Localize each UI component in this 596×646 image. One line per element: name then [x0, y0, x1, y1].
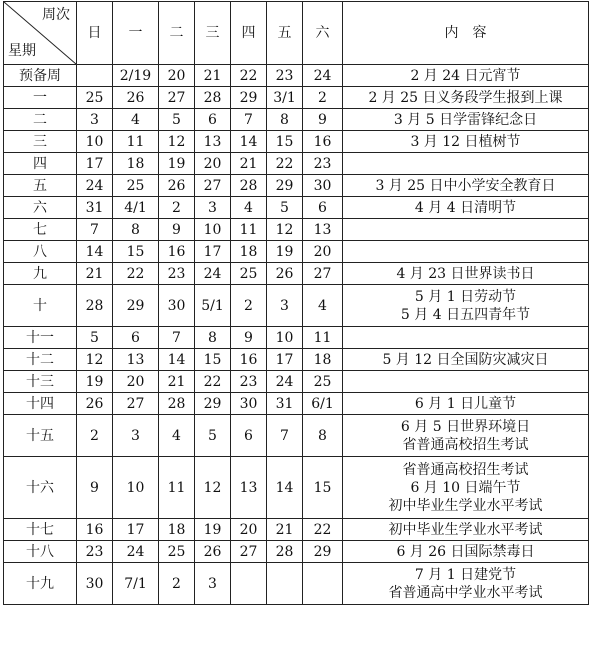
date-cell: 22: [267, 153, 303, 175]
date-cell: 2: [159, 197, 195, 219]
date-cell: 30: [77, 563, 113, 605]
date-cell: 5: [195, 415, 231, 457]
week-label: 十三: [4, 371, 77, 393]
week-row: [4, 393, 589, 415]
date-cell: 20: [113, 371, 159, 393]
date-cell: 5: [159, 109, 195, 131]
date-cell: 23: [159, 263, 195, 285]
date-cell: 9: [159, 219, 195, 241]
event-content-cell: [343, 457, 589, 519]
date-cell: 26: [77, 393, 113, 415]
date-cell: 28: [77, 285, 113, 327]
date-cell: 29: [195, 393, 231, 415]
date-cell: 5/1: [195, 285, 231, 327]
date-cell: 2/19: [113, 65, 159, 87]
date-cell: 6: [303, 197, 343, 219]
date-cell: 12: [267, 219, 303, 241]
day-header-wed: 三: [195, 2, 231, 65]
week-label: 十二: [4, 349, 77, 371]
date-cell: 22: [231, 65, 267, 87]
date-cell: 7/1: [113, 563, 159, 605]
date-cell: 2: [159, 563, 195, 605]
week-row: [4, 153, 589, 175]
date-cell: 18: [113, 153, 159, 175]
date-cell: 21: [195, 65, 231, 87]
event-content-cell: [343, 241, 589, 263]
date-cell: 24: [303, 65, 343, 87]
date-cell: [231, 563, 267, 605]
date-cell: 19: [195, 519, 231, 541]
event-text: 初中毕业生学业水平考试: [388, 497, 543, 514]
date-cell: 5: [267, 197, 303, 219]
week-label: 十五: [4, 415, 77, 457]
event-text: 初中毕业生学业水平考试: [388, 521, 543, 538]
date-cell: 22: [303, 519, 343, 541]
date-cell: 4: [231, 197, 267, 219]
date-cell: 17: [195, 241, 231, 263]
date-cell: 23: [303, 153, 343, 175]
event-text: 7 月 1 日建党节: [414, 566, 517, 583]
week-row: [4, 457, 589, 519]
week-row: [4, 87, 589, 109]
date-cell: 25: [231, 263, 267, 285]
date-cell: 2: [303, 87, 343, 109]
date-cell: 17: [77, 153, 113, 175]
week-row: [4, 197, 589, 219]
date-cell: 11: [231, 219, 267, 241]
event-content-cell: [343, 393, 589, 415]
date-cell: 28: [195, 87, 231, 109]
date-cell: 12: [195, 457, 231, 519]
week-label: 四: [4, 153, 77, 175]
date-cell: 29: [231, 87, 267, 109]
event-text: 4 月 23 日世界读书日: [396, 265, 535, 282]
day-header-mon: 一: [113, 2, 159, 65]
date-cell: 28: [159, 393, 195, 415]
week-row: [4, 541, 589, 563]
week-label: 六: [4, 197, 77, 219]
date-cell: 3: [113, 415, 159, 457]
date-cell: 9: [303, 109, 343, 131]
event-text: 2 月 24 日元宵节: [410, 67, 521, 84]
event-content-cell: [343, 153, 589, 175]
event-text: 5 月 12 日全国防灾减灾日: [382, 351, 549, 368]
date-cell: 20: [303, 241, 343, 263]
date-cell: 17: [113, 519, 159, 541]
date-cell: 3: [267, 285, 303, 327]
date-cell: 19: [267, 241, 303, 263]
date-cell: 18: [159, 519, 195, 541]
week-label: 五: [4, 175, 77, 197]
date-cell: 12: [159, 131, 195, 153]
event-text: 6 月 5 日世界环境日: [400, 418, 531, 435]
date-cell: 7: [231, 109, 267, 131]
weekday-label: 星期: [8, 43, 36, 59]
calendar-body: [4, 65, 589, 605]
date-cell: 8: [195, 327, 231, 349]
date-cell: 3: [77, 109, 113, 131]
date-cell: 25: [303, 371, 343, 393]
date-cell: 22: [113, 263, 159, 285]
week-label: 十九: [4, 563, 77, 605]
week-row: [4, 285, 589, 327]
event-text: 6 月 1 日儿童节: [414, 395, 517, 412]
date-cell: 11: [303, 327, 343, 349]
date-cell: 5: [77, 327, 113, 349]
event-content-cell: [343, 349, 589, 371]
date-cell: 23: [77, 541, 113, 563]
date-cell: 17: [267, 349, 303, 371]
date-cell: 26: [113, 87, 159, 109]
date-cell: 15: [267, 131, 303, 153]
week-row: [4, 65, 589, 87]
week-label: 十: [4, 285, 77, 327]
date-cell: 26: [195, 541, 231, 563]
date-cell: 29: [267, 175, 303, 197]
week-row: [4, 415, 589, 457]
date-cell: 19: [77, 371, 113, 393]
header-row: [4, 2, 589, 65]
week-row: [4, 241, 589, 263]
date-cell: 27: [113, 393, 159, 415]
date-cell: 18: [303, 349, 343, 371]
event-content-cell: [343, 415, 589, 457]
date-cell: 16: [159, 241, 195, 263]
event-content-cell: [343, 65, 589, 87]
date-cell: 21: [267, 519, 303, 541]
date-cell: 13: [195, 131, 231, 153]
date-cell: 7: [267, 415, 303, 457]
week-row: [4, 519, 589, 541]
event-content-cell: [343, 109, 589, 131]
date-cell: 10: [77, 131, 113, 153]
date-cell: 16: [231, 349, 267, 371]
date-cell: 16: [303, 131, 343, 153]
date-cell: 4: [303, 285, 343, 327]
date-cell: 4: [113, 109, 159, 131]
date-cell: 11: [159, 457, 195, 519]
date-cell: 29: [113, 285, 159, 327]
week-label: 预备周: [4, 65, 77, 87]
date-cell: 9: [77, 457, 113, 519]
date-cell: 2: [231, 285, 267, 327]
week-row: [4, 563, 589, 605]
school-calendar-table: [3, 1, 589, 605]
date-cell: 30: [303, 175, 343, 197]
date-cell: 7: [77, 219, 113, 241]
event-content-cell: [343, 87, 589, 109]
week-label: 十八: [4, 541, 77, 563]
date-cell: 30: [159, 285, 195, 327]
date-cell: 24: [113, 541, 159, 563]
date-cell: 19: [159, 153, 195, 175]
day-header-sun: 日: [77, 2, 113, 65]
week-number-label: 周次: [42, 7, 70, 23]
week-label: 九: [4, 263, 77, 285]
event-content-cell: [343, 263, 589, 285]
date-cell: 4/1: [113, 197, 159, 219]
date-cell: 23: [231, 371, 267, 393]
week-row: [4, 175, 589, 197]
event-content-cell: [343, 175, 589, 197]
date-cell: 24: [77, 175, 113, 197]
date-cell: 13: [231, 457, 267, 519]
week-label: 一: [4, 87, 77, 109]
date-cell: 3: [195, 197, 231, 219]
event-text: 5 月 1 日劳动节: [414, 288, 517, 305]
content-header: 内 容: [343, 2, 589, 65]
date-cell: 14: [267, 457, 303, 519]
date-cell: 25: [159, 541, 195, 563]
date-cell: 16: [77, 519, 113, 541]
week-label: 十七: [4, 519, 77, 541]
date-cell: 31: [267, 393, 303, 415]
week-label: 七: [4, 219, 77, 241]
date-cell: 24: [195, 263, 231, 285]
date-cell: 11: [113, 131, 159, 153]
date-cell: 15: [195, 349, 231, 371]
event-text: 2 月 25 日义务段学生报到上课: [368, 89, 563, 106]
event-text: 3 月 25 日中小学安全教育日: [375, 177, 556, 194]
date-cell: 25: [77, 87, 113, 109]
date-cell: 30: [231, 393, 267, 415]
date-cell: 27: [195, 175, 231, 197]
event-content-cell: [343, 285, 589, 327]
week-label: 十一: [4, 327, 77, 349]
date-cell: 8: [113, 219, 159, 241]
date-cell: 26: [159, 175, 195, 197]
date-cell: 8: [303, 415, 343, 457]
week-row: [4, 371, 589, 393]
event-text: 6 月 26 日国际禁毒日: [396, 543, 535, 560]
date-cell: 18: [231, 241, 267, 263]
date-cell: 14: [77, 241, 113, 263]
day-header-fri: 五: [267, 2, 303, 65]
week-row: [4, 219, 589, 241]
date-cell: 15: [113, 241, 159, 263]
date-cell: 4: [159, 415, 195, 457]
week-label: 十四: [4, 393, 77, 415]
event-content-cell: [343, 519, 589, 541]
event-content-cell: [343, 327, 589, 349]
date-cell: 14: [159, 349, 195, 371]
date-cell: 31: [77, 197, 113, 219]
date-cell: 23: [267, 65, 303, 87]
date-cell: 20: [231, 519, 267, 541]
date-cell: 24: [267, 371, 303, 393]
event-content-cell: [343, 371, 589, 393]
date-cell: 7: [159, 327, 195, 349]
date-cell: 21: [159, 371, 195, 393]
event-text: 省普通高校招生考试: [402, 461, 529, 478]
date-cell: 3: [195, 563, 231, 605]
date-cell: [303, 563, 343, 605]
date-cell: 29: [303, 541, 343, 563]
date-cell: 6: [113, 327, 159, 349]
date-cell: 14: [231, 131, 267, 153]
week-row: [4, 349, 589, 371]
date-cell: [267, 563, 303, 605]
event-text: 6 月 10 日端午节: [410, 479, 521, 496]
date-cell: 27: [303, 263, 343, 285]
event-content-cell: [343, 563, 589, 605]
event-text: 5 月 4 日五四青年节: [400, 306, 531, 323]
date-cell: 15: [303, 457, 343, 519]
date-cell: 20: [159, 65, 195, 87]
event-content-cell: [343, 219, 589, 241]
diagonal-header-cell: [4, 2, 77, 65]
date-cell: 6: [231, 415, 267, 457]
date-cell: 12: [77, 349, 113, 371]
date-cell: 20: [195, 153, 231, 175]
week-label: 十六: [4, 457, 77, 519]
event-text: 省普通高校招生考试: [402, 436, 529, 453]
date-cell: 28: [231, 175, 267, 197]
event-text: 省普通高中学业水平考试: [388, 584, 543, 601]
week-row: [4, 263, 589, 285]
week-label: 二: [4, 109, 77, 131]
date-cell: 9: [231, 327, 267, 349]
date-cell: [77, 65, 113, 87]
date-cell: 27: [159, 87, 195, 109]
week-label: 八: [4, 241, 77, 263]
date-cell: 10: [195, 219, 231, 241]
date-cell: 28: [267, 541, 303, 563]
event-text: 3 月 5 日学雷锋纪念日: [393, 111, 538, 128]
date-cell: 6: [195, 109, 231, 131]
week-row: [4, 109, 589, 131]
date-cell: 13: [113, 349, 159, 371]
date-cell: 3/1: [267, 87, 303, 109]
date-cell: 21: [77, 263, 113, 285]
week-row: [4, 327, 589, 349]
event-content-cell: [343, 541, 589, 563]
day-header-sat: 六: [303, 2, 343, 65]
event-content-cell: [343, 131, 589, 153]
week-row: [4, 131, 589, 153]
date-cell: 26: [267, 263, 303, 285]
date-cell: 10: [113, 457, 159, 519]
date-cell: 22: [195, 371, 231, 393]
date-cell: 8: [267, 109, 303, 131]
date-cell: 13: [303, 219, 343, 241]
event-text: 3 月 12 日植树节: [410, 133, 521, 150]
date-cell: 6/1: [303, 393, 343, 415]
day-header-thu: 四: [231, 2, 267, 65]
day-header-tue: 二: [159, 2, 195, 65]
date-cell: 25: [113, 175, 159, 197]
date-cell: 10: [267, 327, 303, 349]
date-cell: 27: [231, 541, 267, 563]
event-text: 4 月 4 日清明节: [414, 199, 517, 216]
event-content-cell: [343, 197, 589, 219]
date-cell: 21: [231, 153, 267, 175]
date-cell: 2: [77, 415, 113, 457]
week-label: 三: [4, 131, 77, 153]
